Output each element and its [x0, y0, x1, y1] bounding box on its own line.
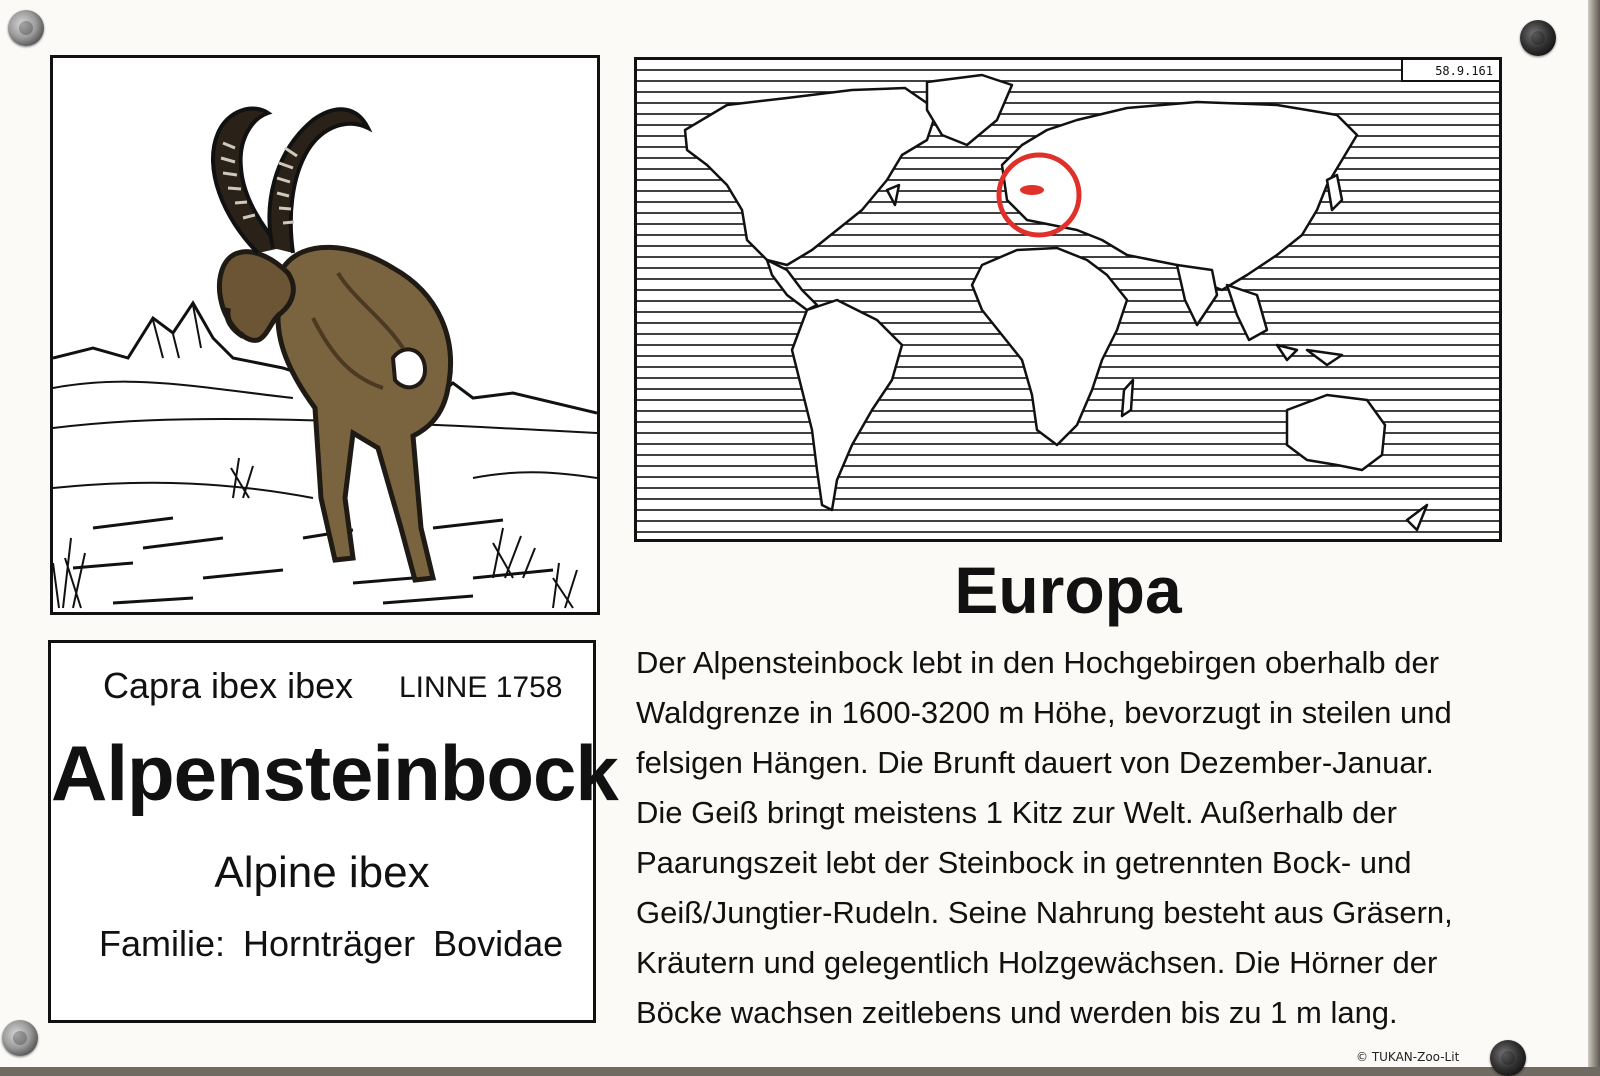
screw-icon: [8, 10, 44, 46]
scientific-name: Capra ibex ibex: [103, 665, 354, 706]
screw-icon: [1490, 1040, 1526, 1076]
description-line: Kräutern und gelegentlich Holzgewächsen. Die Hörner der: [636, 945, 1438, 980]
family-name: Familie: Hornträger Bovidae: [99, 923, 564, 964]
sign-edge: [1588, 0, 1600, 1067]
common-name: Alpensteinbock: [51, 729, 618, 817]
ibex-illustration: [50, 55, 600, 615]
description-line: felsigen Hängen. Die Brunft dauert von Dezember-Januar.: [636, 745, 1434, 780]
description-text: [636, 638, 1516, 1038]
description-line: Die Geiß bringt meistens 1 Kitz zur Welt. Außerhalb der: [636, 795, 1397, 830]
distribution-map: [634, 57, 1502, 542]
description-line: Geiß/Jungtier-Rudeln. Seine Nahrung besteht aus Gräsern,: [636, 895, 1453, 930]
ibex-drawing: [53, 58, 597, 612]
map-code: 58.9.161: [1401, 60, 1499, 82]
world-map: [637, 60, 1499, 539]
description-line: Böcke wachsen zeitlebens und werden bis zu 1 m lang.: [636, 995, 1398, 1030]
scientific-name-row: [51, 665, 593, 713]
taxonomic-authority: LINNE 1758: [399, 671, 563, 704]
description-line: Waldgrenze in 1600-3200 m Höhe, bevorzugt in steilen und: [636, 695, 1452, 730]
region-label: Europa: [954, 553, 1182, 627]
screw-icon: [2, 1020, 38, 1056]
copyright-notice: © TUKAN-Zoo-Lit: [1356, 1050, 1460, 1064]
description-line: Paarungszeit lebt der Steinbock in getrennten Bock- und: [636, 845, 1412, 880]
english-name: Alpine ibex: [214, 848, 430, 897]
species-name-box: [48, 640, 618, 1023]
description-line: Der Alpensteinbock lebt in den Hochgebirgen oberhalb der: [636, 645, 1440, 680]
screw-icon: [1520, 20, 1556, 56]
